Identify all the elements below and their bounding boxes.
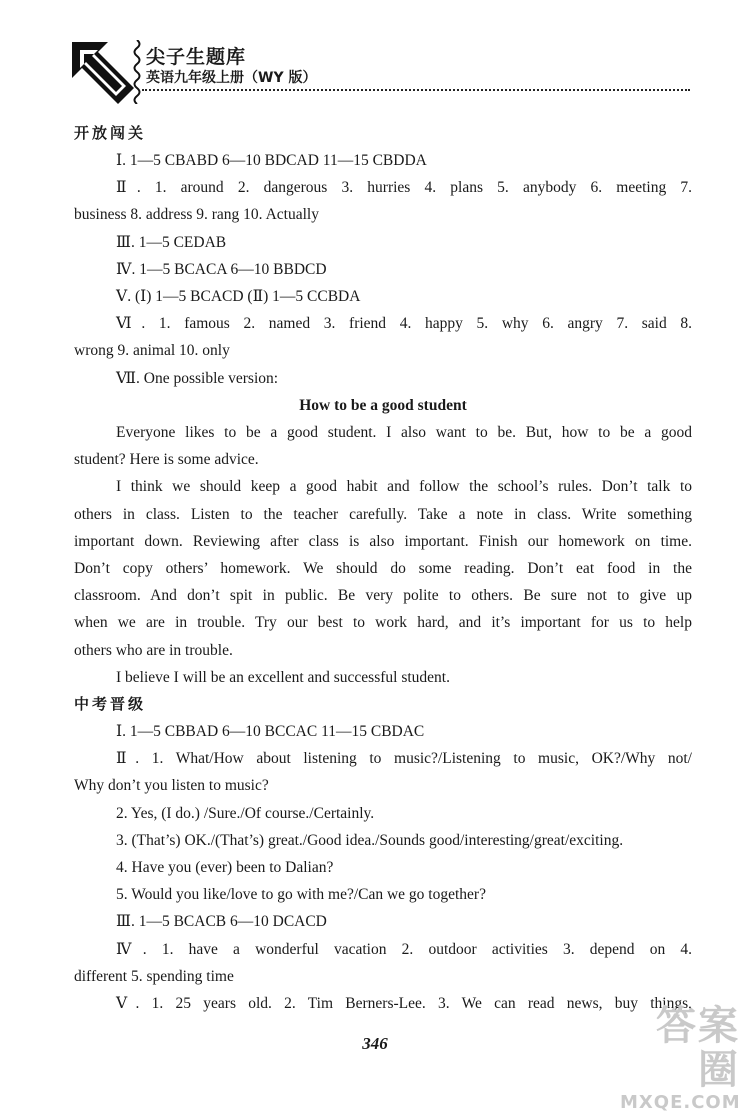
answer-line: Ⅴ. (Ⅰ) 1—5 BCACD (Ⅱ) 1—5 CCBDA	[116, 288, 361, 306]
answer-line: Ⅲ. 1—5 BCACB 6—10 DCACD	[116, 913, 327, 931]
answer-line: Ⅳ. 1—5 BCACA 6—10 BBDCD	[116, 260, 327, 278]
essay-line: Don’t copy others’ homework. We should do some reading. Don’t eat food in the	[74, 560, 692, 578]
answer-line: Why don’t you listen to music?	[74, 777, 269, 795]
essay-line: important down. Reviewing after class is also important. Finish our homework on time.	[74, 532, 692, 550]
essay-line: I think we should keep a good habit and follow the school’s rules. Don’t talk to	[116, 478, 692, 496]
answer-line: Ⅲ. 1—5 CEDAB	[116, 233, 227, 251]
essay-title: How to be a good student	[299, 396, 467, 414]
essay-line: when we are in trouble. Try our best to work hard, and it’s important for us to help	[74, 614, 692, 632]
header-divider	[142, 89, 690, 91]
page-number: 346	[362, 1034, 388, 1053]
answer-line: Ⅰ. 1—5 CBBAD 6—10 BCCAC 11—15 CBDAC	[116, 723, 425, 741]
essay-line: student? Here is some advice.	[74, 451, 259, 469]
answer-content	[74, 120, 692, 1017]
answer-line: Ⅱ. 1. What/How about listening to music?/Listening to music, OK?/Why not/	[116, 750, 692, 768]
book-title: 尖子生题库	[146, 46, 247, 68]
decorative-wave-icon	[132, 40, 142, 104]
essay-line: Everyone likes to be a good student. I also want to be. But, how to be a good	[116, 424, 692, 442]
answer-line: Ⅶ. One possible version:	[116, 369, 279, 387]
answer-line: Ⅳ. 1. have a wonderful vacation 2. outdoor activities 3. depend on 4.	[116, 940, 692, 958]
essay-line: classroom. And don’t spit in public. Be very polite to others. Be sure not to give up	[74, 587, 692, 605]
section-heading: 中考晋级	[74, 695, 147, 714]
watermark	[620, 1004, 740, 1113]
essay-line: I believe I will be an excellent and successful student.	[116, 668, 450, 686]
answer-line: 4. Have you (ever) been to Dalian?	[116, 859, 334, 877]
essay-line: others who are in trouble.	[74, 641, 233, 659]
essay-line: others in class. Listen to the teacher carefully. Take a note in class. Write something	[74, 505, 692, 523]
answer-line: 5. Would you like/love to go with me?/Can we go together?	[116, 886, 486, 904]
answer-line: Ⅱ. 1. around 2. dangerous 3. hurries 4. plans 5. anybody 6. meeting 7.	[116, 179, 692, 197]
watermark-text: 答案圈	[656, 1003, 740, 1093]
answer-line: different 5. spending time	[74, 967, 234, 985]
answer-line: Ⅴ. 1. 25 years old. 2. Tim Berners-Lee. 3. We can read news, buy things,	[116, 995, 692, 1013]
answer-line: business 8. address 9. rang 10. Actually	[74, 206, 319, 224]
section-heading: 开放闯关	[74, 124, 147, 142]
answer-line: Ⅵ. 1. famous 2. named 3. friend 4. happy 5. why 6. angry 7. said 8.	[116, 315, 692, 333]
answer-line: 3. (That’s) OK./(That’s) great./Good idea./Sounds good/interesting/great/exciting.	[116, 831, 624, 849]
watermark-url: MXQE.COM	[620, 1092, 741, 1113]
book-subtitle: 英语九年级上册（WY 版）	[146, 70, 317, 86]
page-header	[68, 38, 698, 108]
answer-line: wrong 9. animal 10. only	[74, 342, 230, 360]
answer-line: 2. Yes, (I do.) /Sure./Of course./Certainly.	[116, 804, 375, 822]
answer-line: Ⅰ. 1—5 CBABD 6—10 BDCAD 11—15 CBDDA	[116, 152, 427, 169]
arrow-logo-icon	[68, 38, 138, 108]
